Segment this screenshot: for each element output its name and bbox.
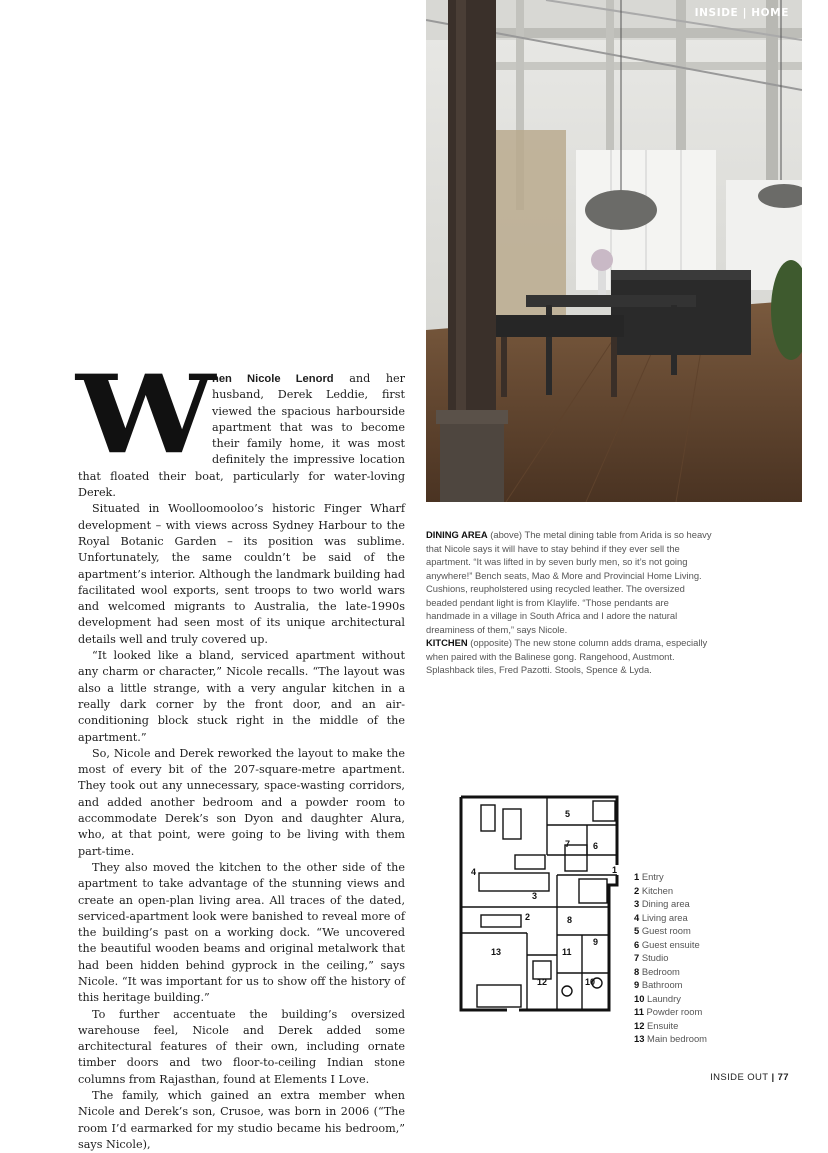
- legend-item: 9 Bathroom: [634, 979, 683, 990]
- magazine-name: INSIDE OUT: [710, 1072, 769, 1083]
- section-header: INSIDE | HOME: [694, 7, 789, 19]
- plan-label-5: 5: [565, 809, 571, 819]
- plan-label-6: 6: [593, 841, 599, 851]
- article-paragraph-4: So, Nicole and Derek reworked the layout to make the most of every bit of the 207-square-metre apartment. They took out any unnecessary, space-wasting corridors, and added another bedroom and a powder room to accommodate Derek’s son Dyon and daughter Alura, who, at that point, were going to be living with them part-time.: [78, 746, 405, 858]
- legend-item: 12 Ensuite: [634, 1019, 679, 1031]
- legend-item: 11 Powder room: [634, 1006, 703, 1017]
- plan-label-2: 2: [525, 912, 531, 922]
- dining-area-illustration: [426, 0, 802, 502]
- plan-label-1: 1: [612, 865, 618, 875]
- drop-cap: W: [76, 352, 209, 478]
- plan-label-12: 12: [537, 977, 548, 987]
- caption-text-kitchen: (opposite) The new stone column adds drama, especially when paired with the Balinese gong. Rangehood, Austmont. Splashback tiles, Fred Pazotti. Stools, Spence & Lyda.: [426, 637, 708, 675]
- legend-item: 2 Kitchen: [634, 884, 674, 896]
- plan-label-11: 11: [562, 947, 572, 957]
- article-paragraph-2: Situated in Woolloomooloo’s historic Finger Wharf development – with views across Sydney Harbour to the Royal Botanic Garden – its position was sublime. Unfortunately, the same couldn’t be said of the apartment’s interior. Although the landmark building had facilitated wool exports, sent troops to two world wars and welcomed migrants to Australia, the late-1990s development had seen most of its unique architectural details well and truly covered up.: [78, 502, 405, 646]
- legend-item: 7 Studio: [634, 952, 669, 963]
- article-paragraph-3: “It looked like a bland, serviced apartment without any charm or character,” Nicole recalls. “The layout was also a little strange, with a very angular kitchen in a really dark corner by the front door, and an air-conditioning block stuck right in the middle of the apartment.”: [78, 649, 405, 744]
- legend-item: 5 Guest room: [634, 925, 691, 936]
- plan-label-10: 10: [585, 977, 596, 987]
- plan-label-3: 3: [532, 891, 538, 901]
- article-body: [76, 352, 406, 1153]
- floor-plan-legend: [634, 870, 707, 1046]
- plan-label-8: 8: [567, 915, 573, 925]
- plan-label-4: 4: [471, 867, 477, 877]
- footer-separator: |: [768, 1072, 778, 1083]
- legend-item: 13 Main bedroom: [634, 1033, 707, 1044]
- article-paragraph-7: The family, which gained an extra member when Nicole and Derek’s son, Crusoe, was born in 2006 (“The room I’d earmarked for my studio became his bedroom,” says Nicole),: [78, 1089, 405, 1151]
- article-paragraph-5: They also moved the kitchen to the other side of the apartment to take advantage of the stunning views and create an open-plan living area. All traces of the dated, serviced-apartment look were banished to reveal more of the building’s past on a working dock. “We uncovered the beautiful wooden beams and original metalwork that had been hidden behind gyprock in the ceiling,” says Nicole. “It was important for us to show off the history of this heritage building.”: [78, 860, 405, 1005]
- plan-label-13: 13: [491, 947, 502, 957]
- article-paragraph-1: [76, 352, 406, 501]
- legend-item: 3 Dining area: [634, 898, 690, 909]
- paragraph-text: and her husband, Derek Leddie, first viewed the spacious harbourside apartment that was to become their family home, it was most definitely the impressive location that floated their boat, particularly for water-loving Derek.: [78, 372, 406, 500]
- page-footer: [710, 1072, 789, 1083]
- plan-label-7: 7: [565, 839, 571, 849]
- photo-caption: [426, 528, 712, 677]
- floor-plan: [457, 795, 627, 1015]
- legend-item: 10 Laundry: [634, 992, 681, 1004]
- caption-text-dining: (above) The metal dining table from Arida is so heavy that Nicole says it will have to stay behind if they ever sell the apartment. “It was lifted in by seven burly men, so it’s not going anywhere!” Bench seats, Mao & More and Provincial Home Living. Cushions, reupholstered using recycled leather. The oversized beaded pendant light is from Klaylife. “Those pendants are handmade in a village in South Africa and I adore the natural dreaminess of them,” says Nicole.: [426, 529, 712, 635]
- legend-item: 1 Entry: [634, 871, 664, 882]
- dining-area-photo: [426, 0, 802, 502]
- plan-label-9: 9: [593, 937, 599, 947]
- lead-in: hen Nicole Lenord: [212, 373, 334, 385]
- legend-item: 4 Living area: [634, 911, 688, 923]
- caption-label-dining: DINING AREA: [426, 529, 488, 540]
- legend-item: 8 Bedroom: [634, 965, 680, 977]
- article-paragraph-6: To further accentuate the building’s oversized warehouse feel, Nicole and Derek added some architectural features of their own, including ornate timber doors and two floor-to-ceiling Indian stone columns from Rajasthan, found at Elements I Love.: [78, 1007, 405, 1086]
- caption-label-kitchen: KITCHEN: [426, 637, 468, 648]
- legend-item: 6 Guest ensuite: [634, 938, 700, 950]
- page-number: 77: [777, 1072, 789, 1083]
